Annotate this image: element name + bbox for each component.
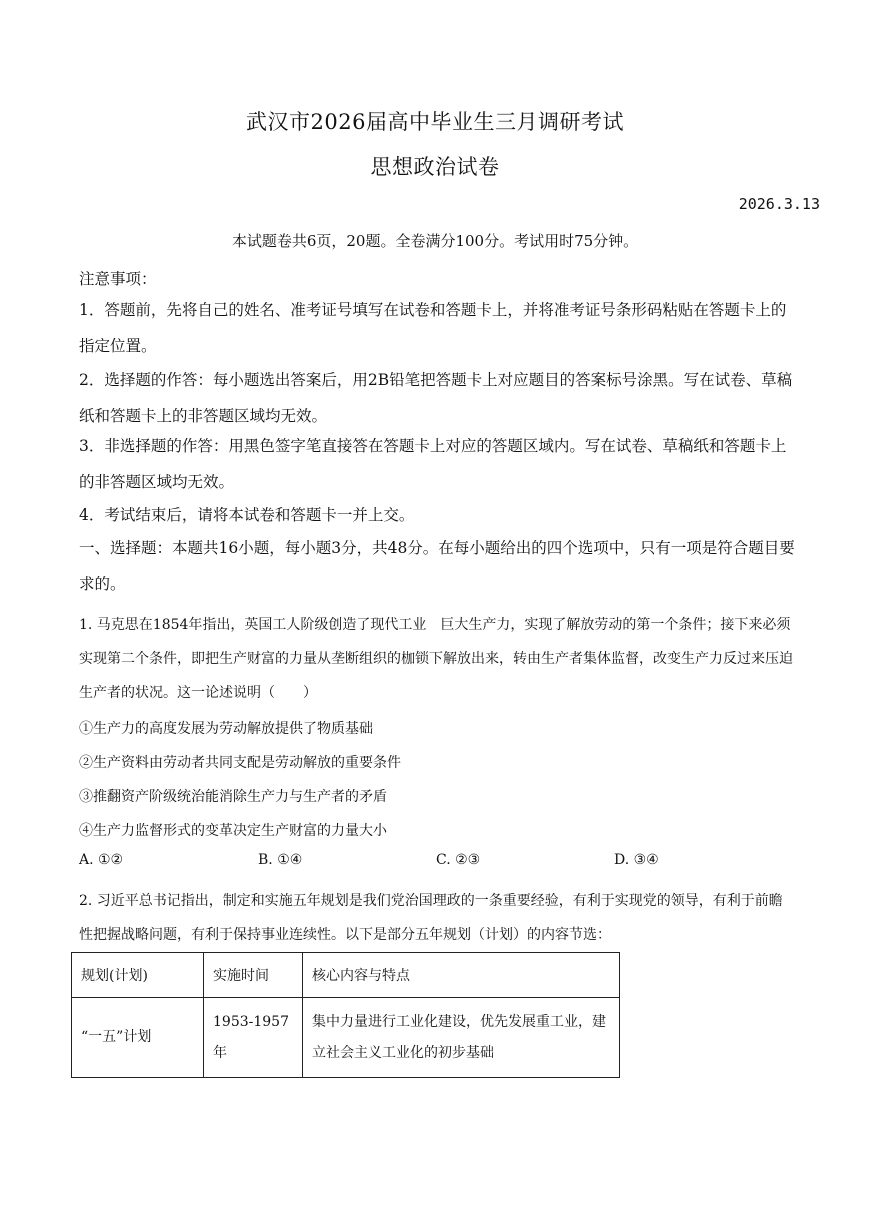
question-1-statement: ④生产力监督形式的变革决定生产财富的力量大小 [79,823,387,839]
choice-a: A. ①② [79,852,124,868]
table-cell-plan: “一五”计划 [72,998,204,1078]
table-cell-content: 集中力量进行工业化建设，优先发展重工业，建立社会主义工业化的初步基础 [303,998,620,1078]
choice-d: D. ③④ [614,852,659,868]
table-row [72,998,620,1078]
note-item: 1．答题前，先将自己的姓名、准考证号填写在试卷和答题卡上，并将准考证号条形码粘贴在答题卡上的指定位置。 [79,301,787,355]
note-item: 3．非选择题的作答：用黑色签字笔直接答在答题卡上对应的答题区域内。写在试卷、草稿纸和答题卡上的非答题区域均无效。 [79,437,787,491]
table-header-cell: 规划(计划) [72,953,204,998]
exam-intro: 本试题卷共6页，20题。全卷满分100分。考试用时75分钟。 [231,232,639,250]
notes-heading: 注意事项： [79,270,157,288]
five-year-plan-table [71,952,620,1078]
question-1-statement: ②生产资料由劳动者共同支配是劳动解放的重要条件 [79,755,401,771]
exam-title: 武汉市2026届高中毕业生三月调研考试 [246,110,624,134]
choice-c: C. ②③ [436,852,481,868]
question-1-statement: ①生产力的高度发展为劳动解放提供了物质基础 [79,721,373,737]
question-1-stem: 1. 马克思在1854年指出，英国工人阶级创造了现代工业 巨大生产力，实现了解放劳动的第一个条件；接下来必须实现第二个条件，即把生产财富的力量从垄断组织的枷锁下解放出来，转由生产者集体监督，改变生产力反过来压迫生产者的状况。这一论述说明（ ） [79,617,793,701]
exam-subtitle: 思想政治试卷 [370,155,500,179]
table-header-cell: 实施时间 [204,953,303,998]
note-item: 2．选择题的作答：每小题选出答案后，用2B铅笔把答题卡上对应题目的答案标号涂黑。写在试卷、草稿纸和答题卡上的非答题区域均无效。 [79,371,793,425]
question-1-statement: ③推翻资产阶级统治能消除生产力与生产者的矛盾 [79,789,387,805]
question-2-stem: 2. 习近平总书记指出，制定和实施五年规划是我们党治国理政的一条重要经验，有利于实现党的领导，有利于前瞻性把握战略问题，有利于保持事业连续性。以下是部分五年规划（计划）的内容节选： [79,893,783,943]
choice-b: B. ①④ [258,852,303,868]
section-heading: 一、选择题：本题共16小题，每小题3分，共48分。在每小题给出的四个选项中，只有一项是符合题目要求的。 [79,539,795,593]
exam-date: 2026.3.13 [738,195,820,213]
table-header-cell: 核心内容与特点 [303,953,620,998]
note-item: 4．考试结束后，请将本试卷和答题卡一并上交。 [79,506,415,524]
table-header-row [72,953,620,998]
table-cell-period: 1953-1957年 [204,998,303,1078]
